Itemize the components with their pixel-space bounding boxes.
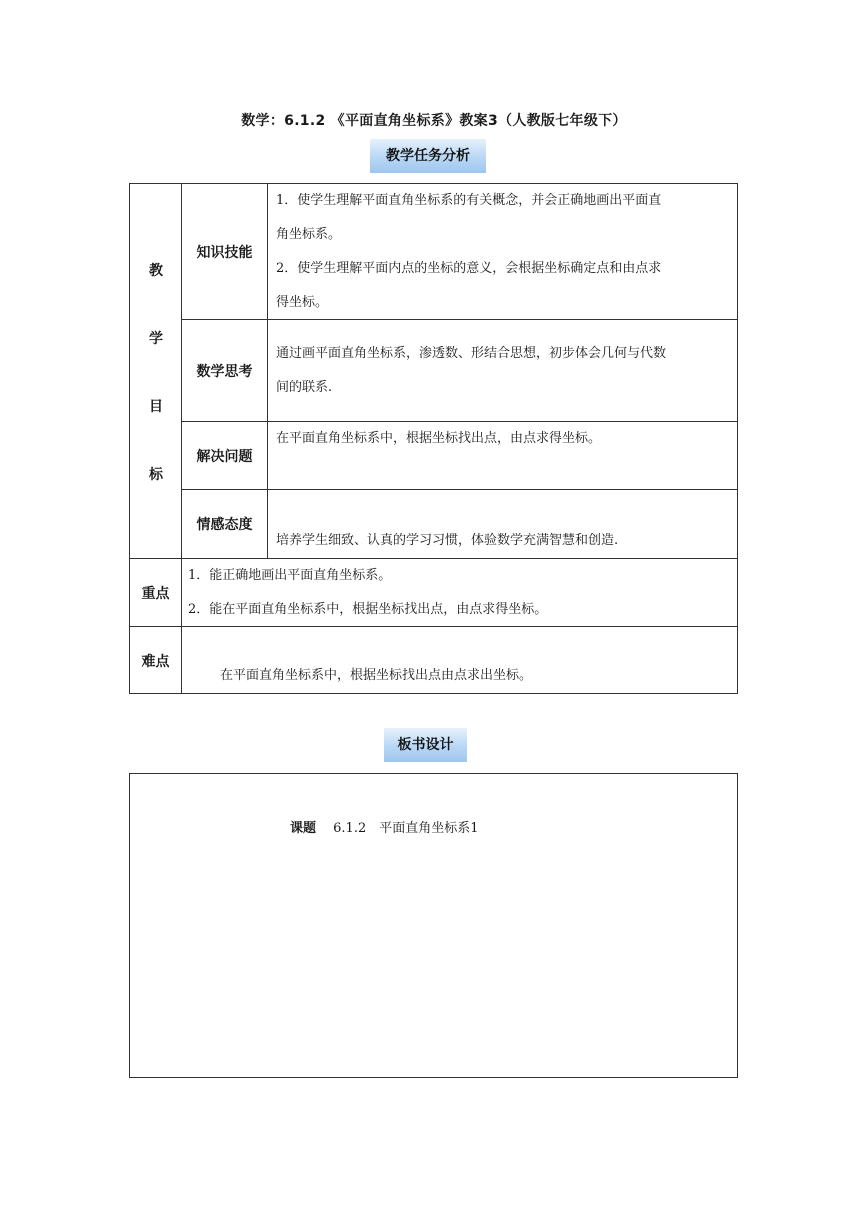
content-line: 在平面直角坐标系中，根据坐标找出点由点求出坐标。	[220, 668, 533, 683]
board-topic-text: 6.1.2 平面直角坐标系1	[333, 821, 479, 836]
row-label-attitude: 情感态度	[181, 489, 267, 558]
content-line: 2．能在平面直角坐标系中，根据坐标找出点，由点求得坐标。	[188, 602, 548, 617]
content-line: 1．能正确地画出平面直角坐标系。	[188, 568, 392, 583]
goal-label-char: 学	[149, 331, 163, 347]
content-line: 角坐标系。	[276, 227, 342, 242]
content-line: 得坐标。	[276, 295, 329, 310]
content-line: 培养学生细致、认真的学习习惯，体验数学充满智慧和创造.	[276, 533, 619, 548]
task-analysis-table	[129, 183, 738, 694]
section-banner-task-analysis: 教学任务分析	[370, 139, 486, 173]
content-line: 在平面直角坐标系中，根据坐标找出点，由点求得坐标。	[276, 431, 602, 446]
goal-label-char: 目	[149, 399, 163, 415]
board-topic-line	[290, 817, 479, 836]
content-line: 通过画平面直角坐标系，渗透数、形结合思想，初步体会几何与代数	[276, 346, 667, 361]
difficulties-label: 难点	[129, 626, 181, 694]
goal-label-char: 标	[149, 467, 163, 483]
goal-label-char: 教	[149, 263, 163, 279]
row-label-knowledge: 知识技能	[181, 183, 267, 319]
document-title: 数学：6.1.2 《平面直角坐标系》教案3（人教版七年级下）	[241, 113, 627, 129]
board-topic-label: 课题	[290, 821, 317, 836]
content-line: 1．使学生理解平面直角坐标系的有关概念，并会正确地画出平面直	[276, 193, 662, 208]
table-border	[129, 183, 738, 694]
row-label-math-thinking: 数学思考	[181, 319, 267, 421]
row-label-problem-solving: 解决问题	[181, 421, 267, 489]
section-banner-board-design: 板书设计	[384, 728, 467, 762]
content-line: 间的联系.	[276, 380, 333, 395]
key-points-label: 重点	[129, 558, 181, 626]
content-line: 2．使学生理解平面内点的坐标的意义，会根据坐标确定点和由点求	[276, 261, 662, 276]
